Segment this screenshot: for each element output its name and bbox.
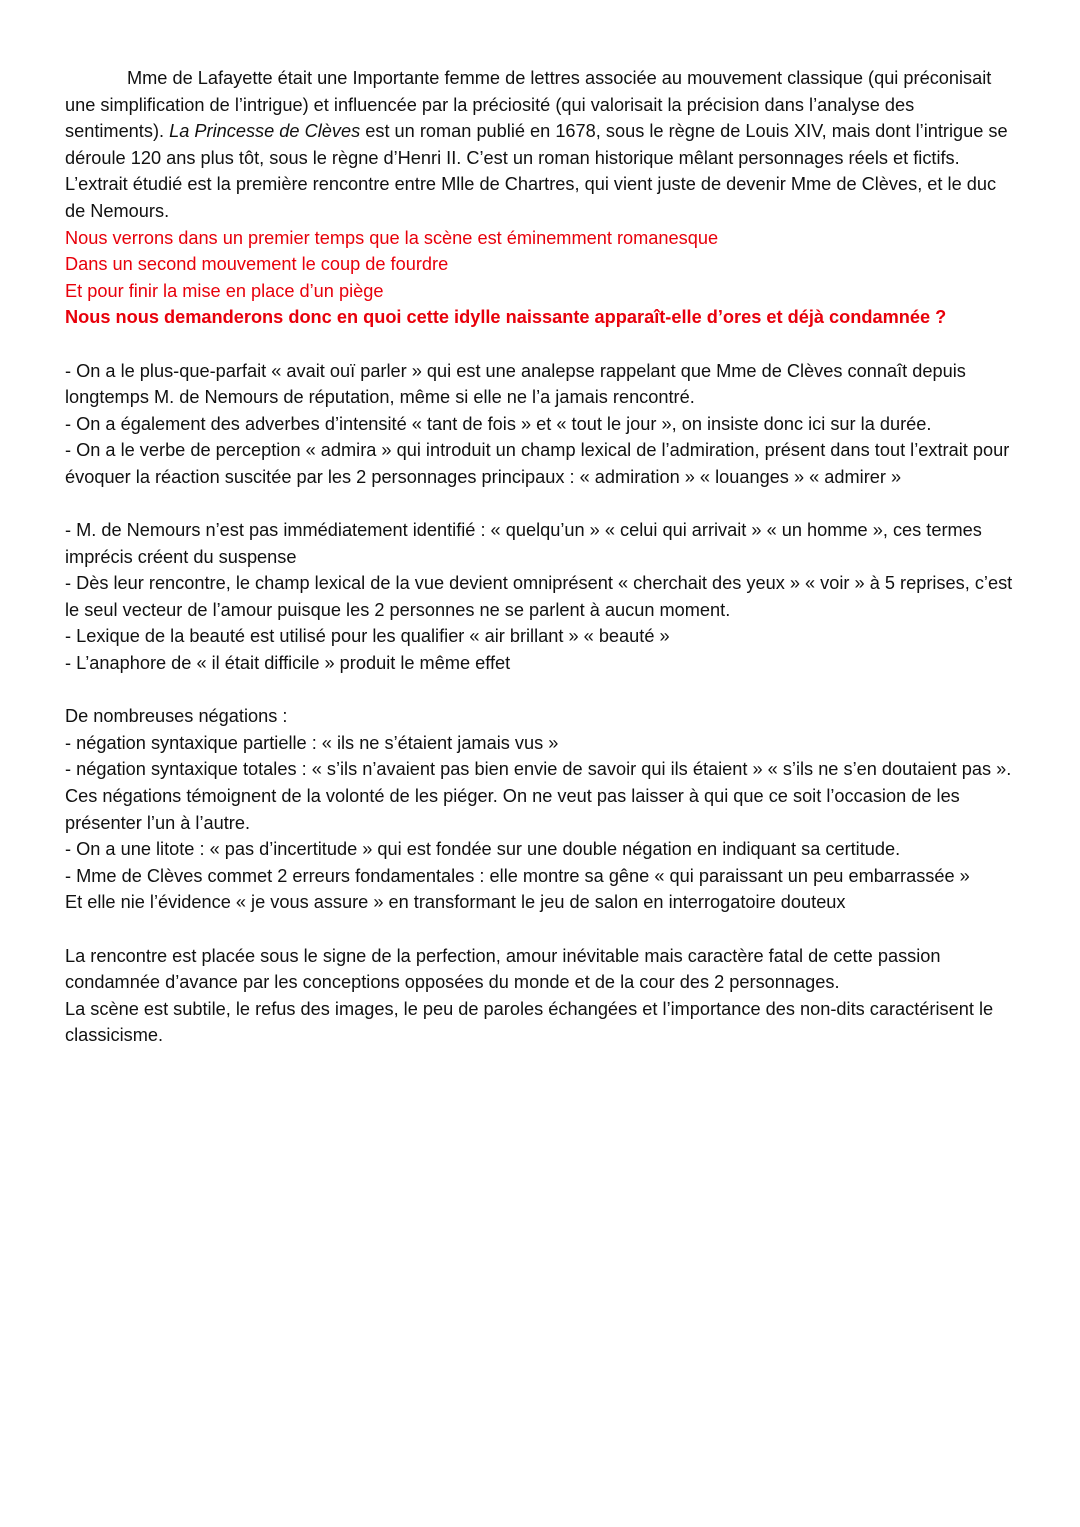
section3-item: - Mme de Clèves commet 2 erreurs fondamentales : elle montre sa gêne « qui paraissant un peu embarrassée » (65, 865, 970, 886)
section1-item: - On a le plus-que-parfait « avait ouï parler » qui est une analepse rappelant que Mme de Clèves connaît depuis longtemps M. de Nemours de réputation, même si elle ne l’a jamais rencontré. (65, 360, 966, 408)
conclusion-paragraph: La scène est subtile, le refus des images, le peu de paroles échangées et l’importance des non-dits caractérisent le classicisme. (65, 998, 994, 1046)
section1-item: - On a également des adverbes d’intensité « tant de fois » et « tout le jour », on insiste donc ici sur la durée. (65, 413, 932, 434)
conclusion-paragraph: La rencontre est placée sous le signe de la perfection, amour inévitable mais caractère fatal de cette passion condamnée d’avance par les conceptions opposées du monde et de la cour des 2 personnages. (65, 945, 941, 993)
section2-item: - Lexique de la beauté est utilisé pour les qualifier « air brillant » « beauté » (65, 626, 670, 647)
plan-line-3: Et pour finir la mise en place d’un piège (65, 280, 384, 301)
problematique: Nous nous demanderons donc en quoi cette idylle naissante apparaît-elle d’ores et déjà condamnée ? (65, 307, 947, 328)
intro-paragraph (65, 65, 1018, 225)
section3-heading: De nombreuses négations : (65, 706, 288, 727)
section1-item: - On a le verbe de perception « admira » qui introduit un champ lexical de l’admiration, présent dans tout l’extrait pour évoquer la réaction suscitée par les 2 personnages principaux : « admiration » « louanges » « admirer » (65, 440, 1010, 487)
plan-line-2: Dans un second mouvement le coup de fourdre (65, 254, 449, 275)
section3-item: - négation syntaxique totales : « s’ils n’avaient pas bien envie de savoir qui ils étaient » « s’ils ne s’en doutaient pas ». Ces négations témoignent de la volonté de les piéger. On ne veut pas laisser à qui que ce soit l’occasion de les présenter l’un à l’autre. (65, 759, 1012, 833)
section3-item: Et elle nie l’évidence « je vous assure » en transformant le jeu de salon en interrogatoire douteux (65, 892, 846, 913)
spacer (65, 916, 1018, 943)
section2-item: - L’anaphore de « il était difficile » produit le même effet (65, 653, 511, 674)
spacer (65, 677, 1018, 704)
section2-item: - Dès leur rencontre, le champ lexical de la vue devient omniprésent « cherchait des yeux » « voir » à 5 reprises, c’est le seul vecteur de l’amour puisque les 2 personnes ne se parlent à aucun moment. (65, 573, 1013, 620)
plan-line-1: Nous verrons dans un premier temps que la scène est éminemment romanesque (65, 227, 719, 248)
section3-item: - On a une litote : « pas d’incertitude » qui est fondée sur une double négation en indiquant sa certitude. (65, 839, 901, 860)
section2-item: - M. de Nemours n’est pas immédiatement identifié : « quelqu’un » « celui qui arrivait » « un homme », ces termes imprécis créent du suspense (65, 520, 982, 567)
section3-item: - négation syntaxique partielle : « ils ne s’étaient jamais vus » (65, 732, 559, 753)
spacer (65, 491, 1018, 518)
intro-text-part1: Mme de Lafayette était une Importante femme de lettres associée au mouvement classique (qui préconisait une simplification de l’intrigue) et influencée par la préciosité (qui valorisait la précision dans l’analyse des sentiments). (65, 68, 992, 142)
novel-title: La Princesse de Clèves (169, 121, 361, 142)
spacer (65, 331, 1018, 358)
intro-text-part2: est un roman publié en 1678, sous le règne de Louis XIV, mais dont l’intrigue se déroule 120 ans plus tôt, sous le règne d’Henri II. C’est un roman historique mêlant personnages réels et fictifs. L’extrait étudié est la première rencontre entre Mlle de Chartres, qui vient juste de devenir Mme de Clèves, et le duc de Nemours. (65, 121, 1008, 221)
